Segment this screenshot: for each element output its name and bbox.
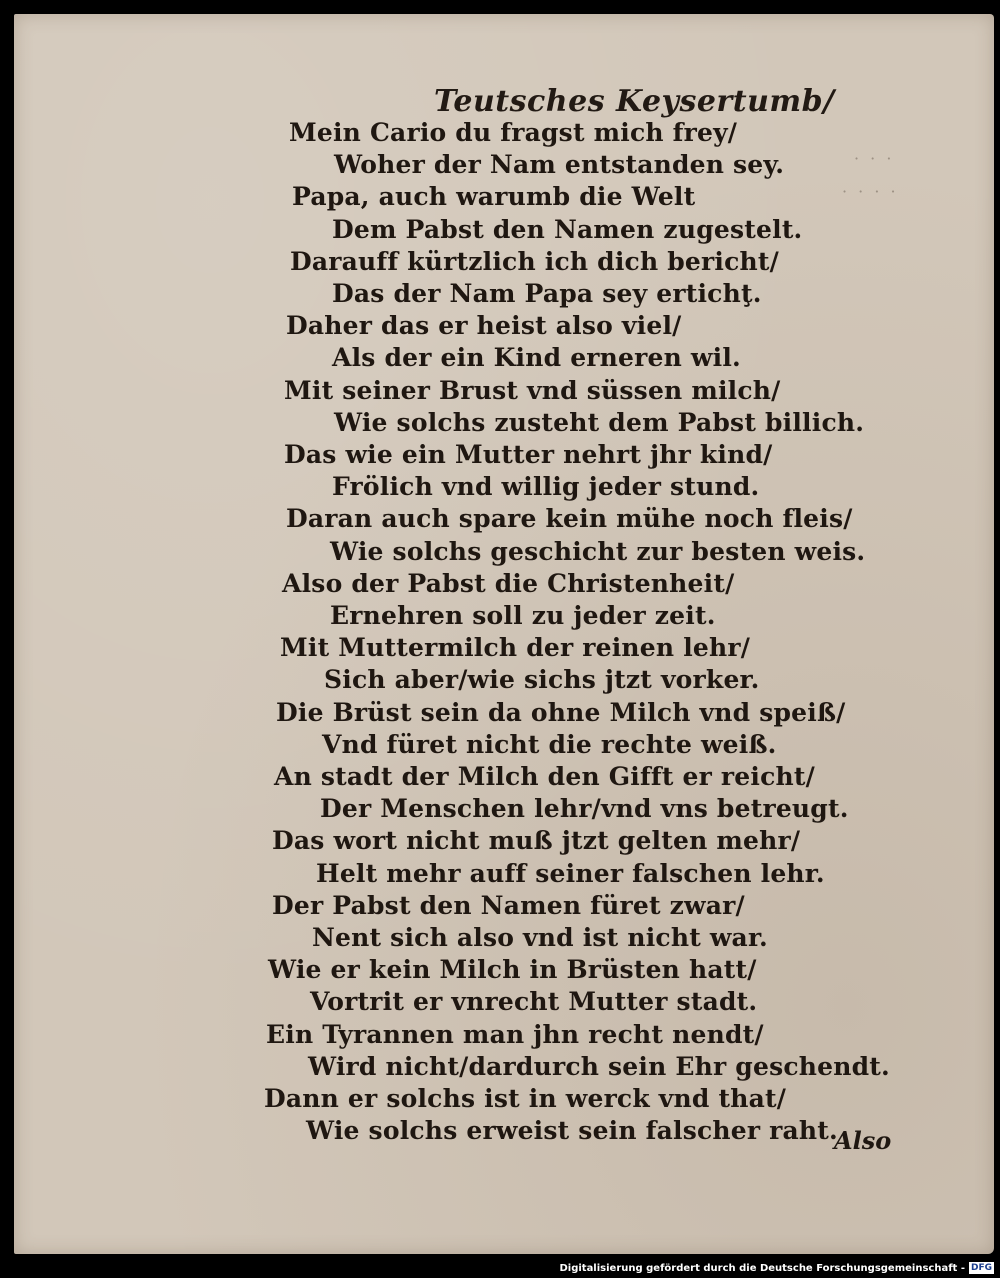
verse-line: Die Brüst sein da ohne Milch vnd speiß/ (276, 698, 846, 727)
verse-line-indented: Sich aber/wie sichs jtzt vorker. (324, 665, 760, 694)
verse-line-indented: Helt mehr auff seiner falschen lehr. (316, 859, 825, 888)
verse-line-indented: Das der Nam Papa sey ertichţ. (332, 279, 762, 308)
dfg-logo: DFG (970, 1263, 992, 1273)
verse-line-indented: Vnd füret nicht die rechte weiß. (322, 730, 777, 759)
verse-line-indented: Wird nicht/dardurch sein Ehr geschendt. (308, 1052, 890, 1081)
verse-line: Ein Tyrannen man jhn recht nendt/ (266, 1020, 764, 1049)
show-through-mark: · · · · (842, 182, 899, 201)
verse-line: Das wort nicht muß jtzt gelten mehr/ (272, 826, 801, 855)
verse-line: Mein Cario du fragst mich frey/ (289, 118, 738, 147)
verse-line-indented: Vortrit er vnrecht Mutter stadt. (310, 987, 758, 1016)
running-head: Teutsches Keysertumb/ (434, 84, 835, 119)
verse-line: Dann er solchs ist in werck vnd that/ (264, 1084, 787, 1113)
verse-line-indented: Als der ein Kind erneren wil. (332, 343, 741, 372)
verse-line-indented: Wie solchs erweist sein falscher raht. (306, 1116, 838, 1145)
verse-line-indented: Woher der Nam entstanden sey. (334, 150, 785, 179)
verse-line-indented: Wie solchs geschicht zur besten weis. (330, 537, 866, 566)
verse-line-indented: Frölich vnd willig jeder stund. (332, 472, 760, 501)
verse-line-indented: Ernehren soll zu jeder zeit. (330, 601, 716, 630)
footer-credit (559, 1260, 994, 1276)
verse-line: Daran auch spare kein mühe noch fleis/ (286, 504, 853, 533)
verse-line: Darauff kürtzlich ich dich bericht/ (290, 247, 779, 276)
verse-line-indented: Der Menschen lehr/vnd vns betreugt. (320, 794, 849, 823)
verse-line: Der Pabst den Namen füret zwar/ (272, 891, 745, 920)
verse-line: Mit Muttermilch der reinen lehr/ (280, 633, 751, 662)
verse-line: Mit seiner Brust vnd süssen milch/ (284, 376, 781, 405)
show-through-mark: · · · (854, 149, 895, 168)
verse-line: An stadt der Milch den Gifft er reicht/ (274, 762, 815, 791)
book-page (14, 14, 994, 1254)
verse-line: Papa, auch warumb die Welt (292, 182, 696, 211)
verse-line-indented: Dem Pabst den Namen zugestelt. (332, 215, 803, 244)
catchword: Also (834, 1126, 892, 1155)
footer-text: Digitalisierung gefördert durch die Deutsche Forschungsgemeinschaft - (559, 1262, 965, 1274)
verse-line: Also der Pabst die Christenheit/ (282, 569, 735, 598)
verse-line: Das wie ein Mutter nehrt jhr kind/ (284, 440, 773, 469)
verse-line: Daher das er heist also viel/ (286, 311, 682, 340)
verse-line-indented: Wie solchs zusteht dem Pabst billich. (334, 408, 865, 437)
verse-line: Wie er kein Milch in Brüsten hatt/ (268, 955, 757, 984)
verse-line-indented: Nent sich also vnd ist nicht war. (312, 923, 768, 952)
